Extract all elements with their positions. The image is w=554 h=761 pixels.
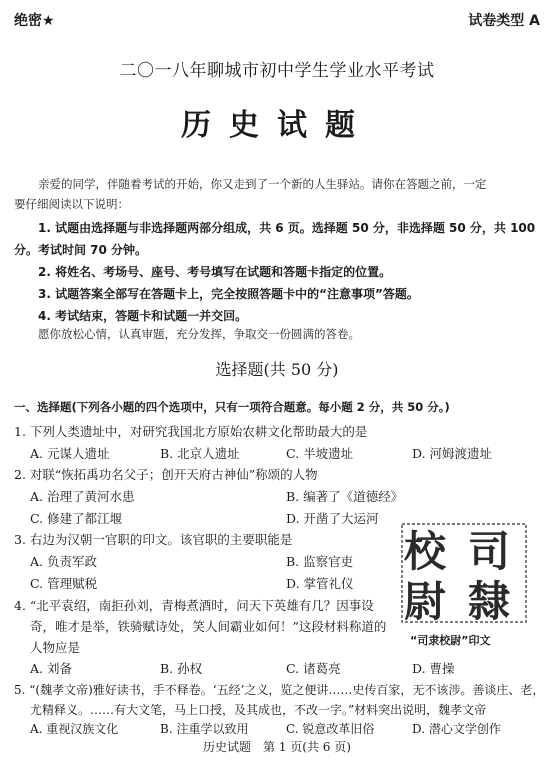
section-title: 选择题(共 50 分) [215, 360, 339, 379]
closing-line: 愿你放松心情，认真审题，充分发挥，争取交一份圆满的答卷。 [38, 327, 360, 341]
greeting-line-2: 要仔细阅读以下说明： [14, 197, 129, 211]
question-5-option-c: C. 锐意改革旧俗 [286, 722, 375, 736]
question-4-stem-1: 4. “北平袁绍，南拒孙刘，青梅煮酒时，问天下英雄有几？因事设 [14, 598, 374, 613]
question-5-option-d: D. 潜心文学创作 [412, 722, 501, 736]
greeting-line-1: 亲爱的同学，伴随着考试的开始，你又走到了一个新的人生驿站。请你在答题之前，一定 [38, 177, 487, 191]
question-4-stem-2: 奇，唯才是举，铁骑赋诗处，笑人间霸业如何！”这段材料称道的 [30, 619, 387, 634]
seal-glyph-4: 尉 [404, 577, 447, 624]
question-5-stem-2: 尤精释义。……有大文笔，马上口授，及其成也，不改一字。”材料突出说明，魏孝文帝 [30, 703, 487, 717]
question-4-option-a: A. 刘备 [30, 661, 72, 676]
question-3-stem: 3. 右边为汉朝一官职的印文。该官职的主要职能是 [14, 532, 293, 547]
instruction-4: 4. 考试结束，答题卡和试题一并交回。 [38, 309, 248, 323]
question-2-option-b: B. 编著了《道德经》 [286, 489, 404, 504]
seal-caption: “司隶校尉”印文 [410, 634, 491, 647]
question-2-option-d: D. 开凿了大运河 [286, 511, 379, 526]
question-5-option-a: A. 重视汉族文化 [30, 722, 119, 736]
question-4-option-d: D. 曹操 [412, 661, 455, 676]
question-3-option-c: C. 管理赋税 [30, 576, 98, 591]
instruction-2: 2. 将姓名、考场号、座号、考号填写在试题和答题卡指定的位置。 [38, 265, 392, 279]
question-2-stem: 2. 对联“恢拓禹功名父子；创开天府古神仙”称颂的人物 [14, 467, 318, 482]
question-2-option-a: A. 治理了黄河水患 [30, 489, 135, 504]
instruction-3: 3. 试题答案全部写在答题卡上，完全按照答题卡中的“注意事项”答题。 [38, 287, 419, 301]
question-5-stem-1: 5. “(魏孝文帝)雅好读书，手不释卷。‘五经’之义，览之便讲……史传百家，无不该涉。善谈庄、老， [14, 683, 545, 697]
seal-glyph-3: 校 [404, 527, 447, 576]
seal-glyph-2: 隸 [468, 577, 511, 624]
question-2-option-c: C. 修建了都江堰 [30, 511, 123, 526]
question-4-option-b: B. 孙权 [160, 661, 203, 676]
question-1-option-a: A. 元谋人遗址 [30, 446, 110, 461]
seal-glyph-1: 司 [468, 527, 511, 576]
instruction-1: 1. 试题由选择题与非选择题两部分组成，共 6 页。选择题 50 分，非选择题 50 分，共 100 [38, 221, 536, 235]
exam-title: 二〇一八年聊城市初中学生学业水平考试 [119, 61, 435, 81]
question-1-option-b: B. 北京人遗址 [160, 446, 240, 461]
page-footer: 历史试题 第 1 页(共 6 页) [203, 740, 351, 754]
instruction-1-cont: 分。考试时间 70 分钟。 [14, 243, 148, 257]
section-instruction: 一、选择题(下列各小题的四个选项中，只有一项符合题意。每小题 2 分，共 50 分。) [14, 400, 450, 414]
question-4-option-c: C. 诸葛亮 [286, 661, 341, 676]
question-3-option-a: A. 负责军政 [30, 554, 97, 569]
paper-type: 试卷类型 A [468, 13, 540, 29]
question-5-option-b: B. 注重学以致用 [160, 722, 249, 736]
question-4-stem-3: 人物应是 [30, 640, 81, 655]
subject-title: 历史试题 [181, 108, 373, 143]
seal-impression-image [400, 522, 528, 624]
question-3-option-d: D. 掌管礼仪 [286, 576, 354, 591]
secret-mark: 绝密★ [14, 13, 55, 29]
question-1-stem: 1. 下列人类遗址中，对研究我国北方原始农耕文化帮助最大的是 [14, 424, 368, 439]
question-3-option-b: B. 监察官吏 [286, 554, 354, 569]
question-1-option-d: D. 河姆渡遗址 [412, 446, 493, 461]
question-1-option-c: C. 半坡遗址 [286, 446, 354, 461]
